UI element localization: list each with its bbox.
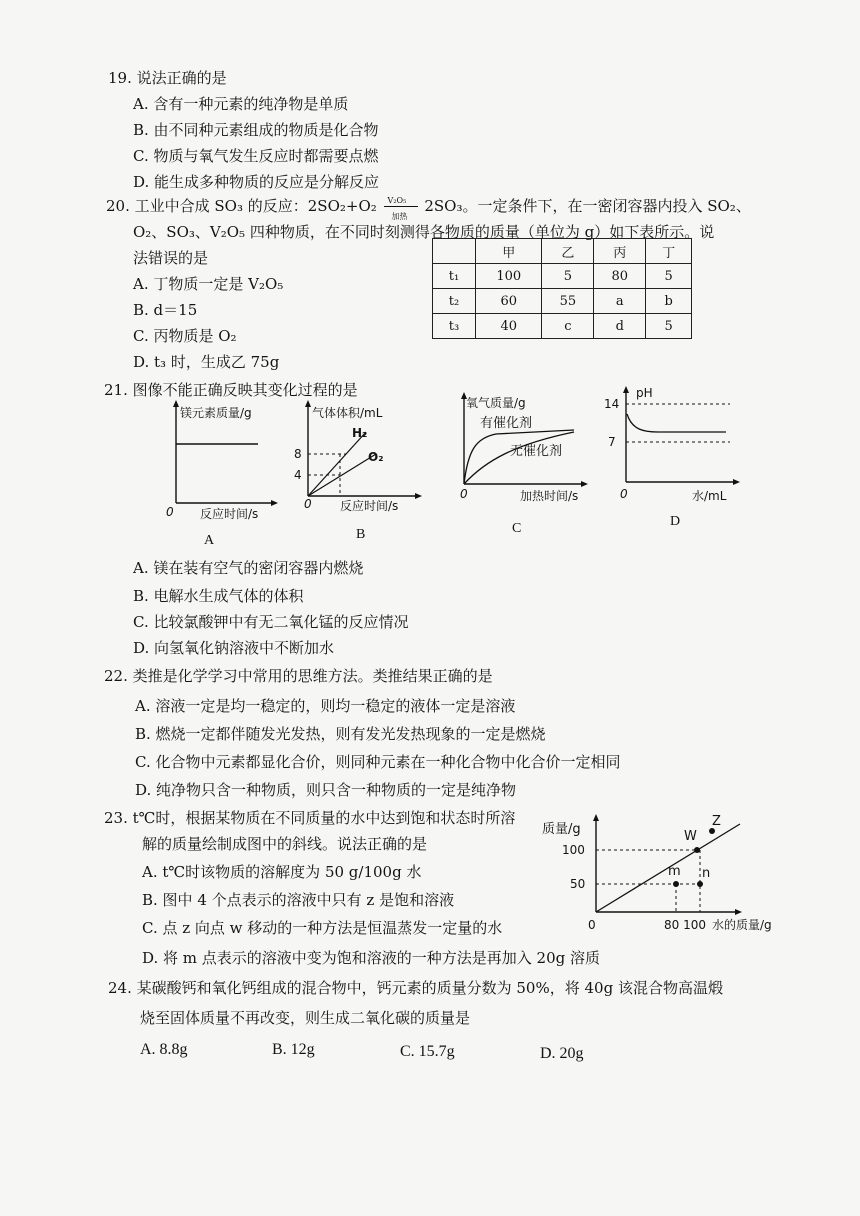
table-cell: 100 — [476, 264, 542, 289]
q23-label-z: Z — [712, 814, 721, 829]
table-row — [433, 264, 692, 289]
table-cell: 乙 — [542, 239, 594, 264]
q20-option-d: D. t₃ 时，生成乙 75g — [133, 353, 280, 371]
table-cell: 丁 — [646, 239, 692, 264]
point-m — [673, 881, 679, 887]
q22-option-b: B. 燃烧一定都伴随发光发热，则有发光发热现象的一定是燃烧 — [135, 725, 546, 743]
table-cell: 5 — [646, 264, 692, 289]
q23-option-d: D. 将 m 点表示的溶液中变为饱和溶液的一种方法是再加入 20g 溶质 — [142, 949, 601, 967]
point-n — [697, 881, 703, 887]
q20-option-a: A. 丁物质一定是 V₂O₅ — [133, 275, 284, 293]
graph-a-ylabel: 镁元素质量/g — [180, 406, 252, 420]
q24-option-b: B. 12g — [272, 1041, 315, 1058]
q20-equation-right: 2SO₃。一定条件下，在一密闭容器内投入 SO₂、 — [424, 197, 751, 215]
table-cell: 5 — [542, 264, 594, 289]
table-cell: t₁ — [433, 264, 476, 289]
q21-option-d: D. 向氢氧化钠溶液中不断加水 — [133, 639, 335, 657]
graph-d-tick-14: 14 — [604, 397, 620, 411]
table-cell: t₂ — [433, 289, 476, 314]
graph-c-ylabel: 氧气质量/g — [466, 396, 526, 410]
x-axis-arrow — [733, 479, 740, 485]
q23-line1: 23. t℃时，根据某物质在不同质量的水中达到饱和状态时所溶 — [104, 809, 516, 827]
q24-option-d: D. 20g — [540, 1045, 584, 1062]
graph-b-caption: B — [356, 527, 366, 542]
q19-option-b: B. 由不同种元素组成的物质是化合物 — [133, 121, 379, 139]
graph-b-ylabel: 气体体积/mL — [312, 406, 383, 420]
q19-stem: 19. 说法正确的是 — [108, 69, 227, 87]
table-cell: 甲 — [476, 239, 542, 264]
table-row — [433, 289, 692, 314]
q20-equation-left: 20. 工业中合成 SO₃ 的反应：2SO₂+O₂ — [106, 197, 377, 215]
graph-b-origin: 0 — [304, 497, 312, 511]
graph-a-xlabel: 反应时间/s — [200, 507, 259, 521]
q22-option-d: D. 纯净物只含一种物质，则只含一种物质的一定是纯净物 — [135, 781, 517, 799]
table-cell: 丙 — [594, 239, 646, 264]
graph-b-series-h2: H₂ — [352, 426, 368, 440]
q20-option-c: C. 丙物质是 O₂ — [133, 327, 237, 345]
table-cell: 80 — [594, 264, 646, 289]
q23-origin: 0 — [588, 918, 596, 932]
o2-line — [308, 454, 376, 496]
table-cell: d — [594, 314, 646, 339]
q20-line2: O₂、SO₃、V₂O₅ 四种物质，在不同时刻测得各物质的质量（单位为 g）如下表所示。说 — [133, 223, 715, 241]
q23-label-m: m — [668, 864, 681, 879]
q24-line2: 烧至固体质量不再改变，则生成二氧化碳的质量是 — [140, 1009, 471, 1027]
q24-line1: 24. 某碳酸钙和氧化钙组成的混合物中，钙元素的质量分数为 50%，将 40g 该混合物高温煅 — [108, 979, 723, 997]
graph-b-series-o2: O₂ — [368, 450, 384, 464]
q23-label-w: W — [684, 829, 697, 844]
table-row — [433, 314, 692, 339]
graph-b-xlabel: 反应时间/s — [340, 499, 399, 513]
y-axis-arrow — [593, 814, 599, 821]
x-axis-arrow — [735, 909, 742, 915]
h2-line — [308, 432, 366, 496]
q23-ytick-50: 50 — [570, 877, 586, 891]
q20-line1 — [106, 196, 751, 221]
q23-ytick-100: 100 — [562, 843, 585, 857]
q21-option-c: C. 比较氯酸钾中有无二氧化锰的反应情况 — [133, 613, 409, 631]
q24-option-c: C. 15.7g — [400, 1043, 455, 1060]
y-axis-arrow — [623, 386, 629, 393]
q22-stem: 22. 类推是化学学习中常用的思维方法。类推结果正确的是 — [104, 667, 493, 685]
graph-c-origin: 0 — [460, 487, 468, 501]
q20-option-b: B. d＝15 — [133, 301, 198, 319]
graph-a-origin: 0 — [166, 505, 174, 519]
graph-c-xlabel: 加热时间/s — [520, 489, 579, 503]
q23-option-c: C. 点 z 向点 w 移动的一种方法是恒温蒸发一定量的水 — [142, 919, 503, 937]
graph-d-xlabel: 水/mL — [692, 489, 727, 503]
ph-curve — [627, 414, 726, 432]
table-cell: 60 — [476, 289, 542, 314]
graph-d-tick-7: 7 — [608, 435, 616, 449]
graph-c-caption: C — [512, 521, 522, 536]
q20-condition-arrow — [382, 196, 420, 221]
q19-option-a: A. 含有一种元素的纯净物是单质 — [133, 95, 349, 113]
q20-arrow-bottom: 加热 — [391, 212, 408, 221]
x-axis-arrow — [271, 500, 278, 506]
graph-d-origin: 0 — [620, 487, 628, 501]
q20-arrow-top: V₂O₅ — [387, 196, 407, 205]
table-cell — [433, 239, 476, 264]
table-cell: t₃ — [433, 314, 476, 339]
q21-option-b: B. 电解水生成气体的体积 — [133, 587, 304, 605]
graph-d-caption: D — [670, 514, 681, 529]
table-row — [433, 239, 692, 264]
q23-xticks: 80 100 — [664, 918, 706, 932]
graph-a-caption: A — [204, 533, 215, 548]
q24-option-a: A. 8.8g — [140, 1041, 188, 1058]
graph-b-tick-4: 4 — [294, 468, 302, 482]
q19-option-d: D. 能生成多种物质的反应是分解反应 — [133, 173, 380, 191]
q23-option-a: A. t℃时该物质的溶解度为 50 g/100g 水 — [142, 863, 422, 881]
q19-option-c: C. 物质与氧气发生反应时都需要点燃 — [133, 147, 379, 165]
q21-stem: 21. 图像不能正确反映其变化过程的是 — [104, 381, 358, 399]
y-axis-arrow — [305, 400, 311, 407]
x-axis-arrow — [581, 481, 588, 487]
table-cell: 55 — [542, 289, 594, 314]
table-cell: c — [542, 314, 594, 339]
q23-line2: 解的质量绘制成图中的斜线。说法正确的是 — [142, 835, 428, 853]
q21-option-a: A. 镁在装有空气的密闭容器内燃烧 — [133, 559, 364, 577]
q20-line3: 法错误的是 — [133, 249, 209, 267]
y-axis-arrow — [173, 400, 179, 407]
graph-c-series-catalyst: 有催化剂 — [480, 416, 533, 431]
graph-c-series-no-catalyst: 无催化剂 — [510, 444, 563, 459]
q23-label-n: n — [702, 866, 711, 881]
table-cell: 40 — [476, 314, 542, 339]
q23-xlabel: 水的质量/g — [712, 918, 772, 932]
graph-b-tick-8: 8 — [294, 447, 302, 461]
q22-option-c: C. 化合物中元素都显化合价，则同种元素在一种化合物中化合价一定相同 — [135, 753, 621, 771]
table-cell: a — [594, 289, 646, 314]
graph-d-ylabel: pH — [636, 386, 653, 400]
point-w — [694, 847, 700, 853]
q23-ylabel: 质量/g — [542, 822, 581, 837]
table-cell: b — [646, 289, 692, 314]
x-axis-arrow — [415, 493, 422, 499]
q20-data-table — [432, 238, 692, 339]
table-cell: 5 — [646, 314, 692, 339]
q23-option-b: B. 图中 4 个点表示的溶液中只有 z 是饱和溶液 — [142, 891, 455, 909]
q22-option-a: A. 溶液一定是均一稳定的，则均一稳定的液体一定是溶液 — [135, 697, 516, 715]
